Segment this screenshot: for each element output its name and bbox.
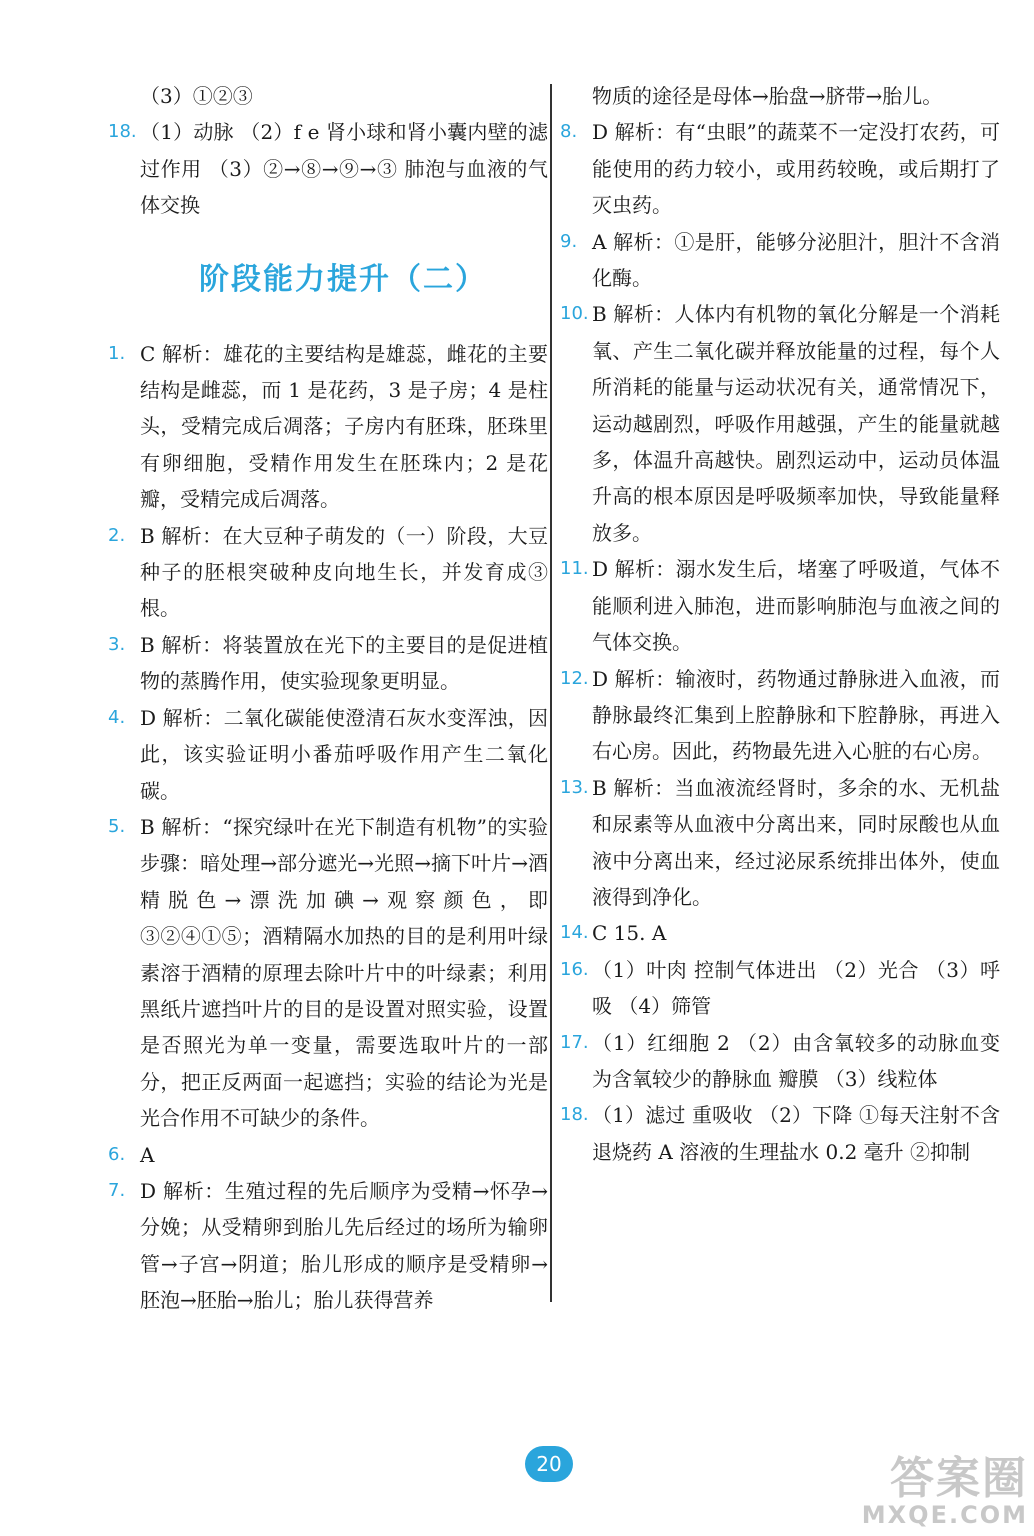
answer-item [108, 627, 548, 700]
answer-text: B 解析：当血液流经肾时，多余的水、无机盐和尿素等从血液中分离出来，同时尿酸也从血液中分离出来，经过泌尿系统排出体外，使血液得到净化。 [592, 775, 1000, 909]
answer-text: B 解析：在大豆种子萌发的（一）阶段，大豆种子的胚根突破种皮向地生长，并发育成③根。 [140, 523, 548, 621]
answer-text: D 解析：有“虫眼”的蔬菜不一定没打农药，可能使用的药力较小，或用药较晚，或后期打了灭虫药。 [592, 120, 1000, 218]
answer-number: 13. [560, 776, 589, 798]
answer-number: 7. [108, 1179, 126, 1201]
answer-item [108, 336, 548, 518]
column-divider [550, 84, 552, 1302]
answer-item [560, 551, 1000, 660]
watermark-logo [861, 1453, 1028, 1529]
answer-number: 12. [560, 667, 589, 689]
watermark-title: 答案圈 [890, 1453, 1028, 1504]
answer-text: （1）红细胞 2 （2）由含氧较多的动脉血变为含氧较少的静脉血 瓣膜 （3）线粒体 [592, 1030, 1000, 1091]
answer-item [560, 114, 1000, 223]
answer-number: 3. [108, 633, 126, 655]
answer-text: （3）①②③ [140, 84, 253, 108]
answer-text: A [140, 1142, 155, 1167]
answer-text: B 解析：将装置放在光下的主要目的是促进植物的蒸腾作用，使实验现象更明显。 [140, 632, 548, 694]
continued-text: 物质的途径是母体→胎盘→脐带→胎儿。 [592, 84, 943, 108]
answer-item [560, 1097, 1000, 1170]
answer-item [108, 1137, 548, 1173]
answer-number: 4. [108, 706, 126, 728]
answer-item [108, 78, 548, 114]
answer-number: 8. [560, 121, 578, 143]
answer-item [108, 809, 548, 1137]
page-number: 20 [525, 1446, 573, 1482]
answer-item [560, 1025, 1000, 1098]
answer-number: 9. [560, 230, 578, 252]
answer-text: C 15. A [592, 921, 667, 946]
answer-number: 2. [108, 524, 126, 546]
answer-item [108, 114, 548, 223]
section-title: 阶段能力提升（二） [199, 261, 487, 297]
answer-item [560, 952, 1000, 1025]
answer-text: （1）叶肉 控制气体进出 （2）光合 （3）呼吸 （4）筛管 [592, 957, 1000, 1019]
answer-text: B 解析：“探究绿叶在光下制造有机物”的实验步骤：暗处理→部分遮光→光照→摘下叶片→酒精脱色→漂洗加碘→观察颜色，即③②④①⑤；酒精隔水加热的目的是利用叶绿素溶于酒精的原理去除叶片中的叶绿素；利用黑纸片遮挡叶片的目的是设置对照实验，设置是否照光为单一变量，需要选取叶片的一部分，把正反两面一起遮挡；实验的结论为光是光合作用不可缺少的条件。 [140, 814, 548, 1131]
answer-text: C 解析：雄花的主要结构是雄蕊，雌花的主要结构是雌蕊，而 1 是花药，3 是子房；4 是柱头，受精完成后凋落；子房内有胚珠，胚珠里有卵细胞，受精作用发生在胚珠内；2 是花瓣，受精完成后凋落。 [140, 341, 548, 512]
answer-text: （1）滤过 重吸收 （2）下降 ①每天注射不含退烧药 A 溶液的生理盐水 0.2 毫升 ②抑制 [592, 1103, 1000, 1164]
answer-number: 18. [560, 1104, 589, 1126]
answer-text: D 解析：输液时，药物通过静脉进入血液，而静脉最终汇集到上腔静脉和下腔静脉，再进入右心房。因此，药物最先进入心脏的右心房。 [592, 666, 1000, 764]
answer-text: D 解析：生殖过程的先后顺序为受精→怀孕→分娩；从受精卵到胎儿先后经过的场所为输卵管→子宫→阴道；胎儿形成的顺序是受精卵→胚泡→胚胎→胎儿；胎儿获得营养 [140, 1178, 548, 1313]
answer-item [560, 224, 1000, 297]
answer-number: 5. [108, 815, 126, 837]
answer-number: 16. [560, 958, 589, 980]
answer-number: 6. [108, 1143, 126, 1165]
answer-item [108, 518, 548, 627]
answer-text: B 解析：人体内有机物的氧化分解是一个消耗氧、产生二氧化碳并释放能量的过程，每个人所消耗的能量与运动状况有关，通常情况下，运动越剧烈，呼吸作用越强，产生的能量就越多，体温升高越快。剧烈运动中，运动员体温升高的根本原因是呼吸频率加快，导致能量释放多。 [592, 302, 1000, 545]
answer-item [560, 296, 1000, 551]
answer-item [560, 661, 1000, 770]
answer-item [560, 915, 1000, 951]
answer-text: A 解析：①是肝，能够分泌胆汁，胆汁不含消化酶。 [592, 229, 1000, 291]
answer-number: 14. [560, 922, 589, 944]
right-column [560, 78, 1000, 1170]
answer-text: D 解析：二氧化碳能使澄清石灰水变浑浊，因此，该实验证明小番茄呼吸作用产生二氧化碳。 [140, 705, 548, 803]
watermark-url: MXQE.COM [861, 1501, 1028, 1529]
answer-text: （1）动脉 （2）f e 肾小球和肾小囊内壁的滤过作用 （3）②→⑧→⑨→③ 肺泡与血液的气体交换 [140, 120, 548, 218]
answer-number: 1. [108, 342, 126, 364]
answer-number: 17. [560, 1031, 589, 1053]
answer-item [560, 770, 1000, 916]
answer-item [108, 700, 548, 809]
left-column [108, 78, 548, 1319]
answer-number: 10. [560, 303, 589, 325]
answer-number: 11. [560, 558, 589, 580]
answer-item [108, 1173, 548, 1319]
answer-number: 18. [108, 121, 137, 143]
answer-text: D 解析：溺水发生后，堵塞了呼吸道，气体不能顺利进入肺泡，进而影响肺泡与血液之间的气体交换。 [592, 557, 1000, 655]
